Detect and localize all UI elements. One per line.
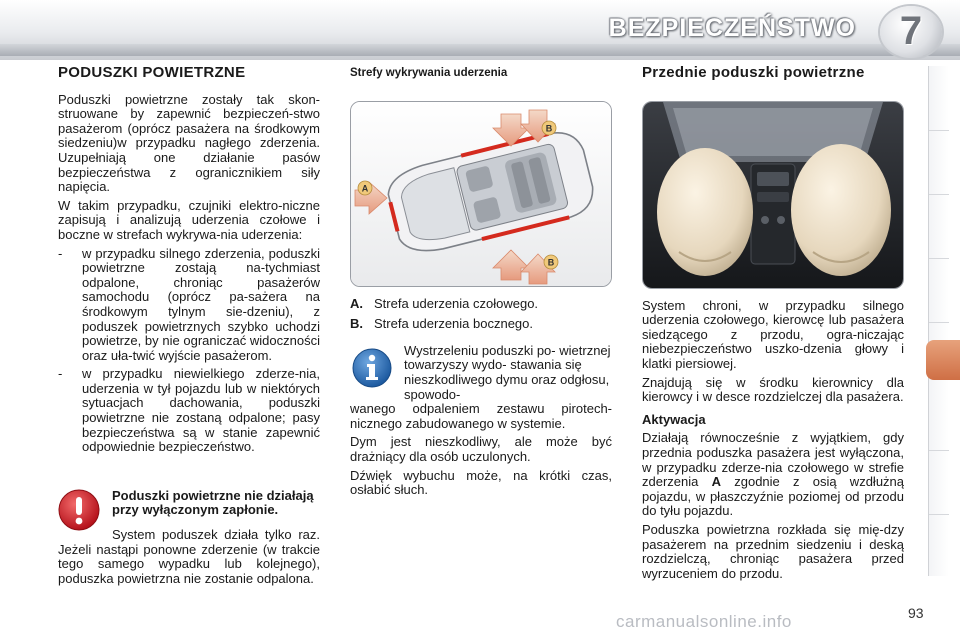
- list-item: [58, 247, 320, 364]
- chapter-tabs: [928, 66, 949, 576]
- section-title-front-airbags: Przednie poduszki powietrzne: [642, 64, 865, 81]
- warning-box: [58, 489, 320, 587]
- tab-divider: [929, 514, 949, 515]
- car-top-view-illustration: [351, 102, 611, 286]
- zone-label-b-top-marker: [542, 121, 556, 135]
- watermark: carmanualsonline.info: [616, 612, 792, 631]
- chapter-header: [0, 0, 960, 60]
- front-airbags-photo: [642, 101, 904, 289]
- tab-divider: [929, 258, 949, 259]
- info-line: dymu oraz odgłosu, spowodo-: [404, 371, 610, 402]
- warning-icon: [58, 489, 100, 531]
- info-box: [350, 344, 612, 432]
- list-item-text: w przypadku niewielkiego zderze-nia, uderzenia w tył pojazdu lub w niektórych sytuacjach dachowania, poduszki powietrzne nie zostaną odpalone; pasy bezpieczeństwa są w stanie zapewnić odpowiednie bezpieczeństwo.: [82, 366, 320, 455]
- tab-divider: [929, 130, 949, 131]
- column-airbags-intro: [58, 66, 320, 590]
- legend-item: [350, 317, 612, 332]
- chapter-badge: [880, 6, 942, 58]
- activation-paragraph: [642, 431, 904, 519]
- column-front-airbags: [642, 66, 904, 585]
- location-paragraph: Znajdują się w środku kierownicy dla kierowcy i w desce rozdzielczej dla pasażera.: [642, 374, 904, 405]
- detection-zones-title: Strefy wykrywania uderzenia: [350, 67, 508, 79]
- info-icon: [352, 348, 392, 388]
- page-number: 93: [908, 605, 924, 621]
- zone-label-b-bottom: B: [547, 257, 555, 268]
- legend-key: B.: [350, 316, 363, 332]
- tab-divider: [929, 322, 949, 323]
- info-line: wietrznej towarzyszy wydo-: [404, 342, 611, 373]
- column-detection-zones: [350, 66, 612, 502]
- list-item-text: w przypadku silnego zderzenia, poduszki powietrzne zostają na-tychmiast odpalone, chroniąc pasażerów samochodu (oprócz pa-sażera na środkowym tylnym sie-dzeniu), z poduszek powietrznych szybko uchodzi powietrze, by nie ograniczać widoczności oraz uła-twić wyjście pasażerom.: [82, 245, 320, 363]
- active-chapter-tab[interactable]: [926, 340, 960, 380]
- zone-label-b-top: B: [545, 123, 553, 134]
- chapter-title: BEZPIECZEŃSTWO: [608, 14, 856, 42]
- detection-zones-figure: [350, 101, 612, 287]
- sensors-paragraph: W takim przypadku, czujniki elektro-niczne zapisują i analizują uderzenia czołowe i boczne w strefach wykrywa-nia uderzenia:: [58, 197, 320, 242]
- deployment-paragraph: Poduszka powietrzna rozkłada się mię-dzy pasażerem na przednim siedzeniu i deską rozdzielczą, chroniąc pasażera przed wyrzuceniem do przodu.: [642, 521, 904, 581]
- zone-label-a-marker: [358, 181, 372, 195]
- tab-divider: [929, 194, 949, 195]
- info-line: stawania się nieszkodliwego: [404, 357, 582, 387]
- info-continuation: wanego odpaleniem zestawu pirotech-nicznego zabudowanego w systemie.: [350, 401, 612, 431]
- front-airbags-paragraph: System chroni, w przypadku silnego uderzenia czołowego, kierowcę lub pasażera siedzącego z przodu, ogra-niczając niebezpieczeństwo uszko-dzenia głowy i klatki piersiowej.: [642, 297, 904, 371]
- deployed-airbags-illustration: [643, 102, 903, 288]
- list-dash: -: [58, 245, 63, 261]
- legend-text: Strefa uderzenia bocznego.: [374, 316, 533, 332]
- legend-key: A.: [350, 295, 363, 311]
- header-bar: [0, 44, 960, 56]
- activation-title: Aktywacja: [642, 411, 706, 427]
- intro-paragraph: Poduszki powietrzne zostały tak skon-struowane by zapewnić bezpieczeń-stwo pasażerom (oprócz pasażera na środkowym siedzeniu)w przypadku nagłego zderzenia. Uzupełniają one działanie pasów bezpieczeństwa z ogranicznikiem siły napięcia.: [58, 91, 320, 195]
- smoke-paragraph: Dym jest nieszkodliwy, ale może być drażniący dla osób uczulonych.: [350, 434, 612, 464]
- legend-item: [350, 297, 612, 312]
- section-title-airbags: PODUSZKI POWIETRZNE: [58, 64, 246, 81]
- list-item: [58, 367, 320, 455]
- list-dash: -: [58, 366, 63, 382]
- legend-text: Strefa uderzenia czołowego.: [374, 295, 539, 311]
- activation-zone-key: A: [711, 474, 721, 490]
- info-line: Wystrzeleniu poduszki po-: [404, 342, 556, 358]
- zone-label-a: A: [361, 183, 369, 194]
- warning-text: System poduszek działa tylko raz. Jeżeli nastąpi ponowne zderzenie (w trakcie tego samego wypadku lub kolejnego), poduszka powietrzna nie zostanie odpalona.: [58, 527, 320, 586]
- warning-title: Poduszki powietrzne nie działają przy wyłączonym zapłonie.: [112, 487, 314, 518]
- activation-text-end: zgodnie z osią wzdłużną pojazdu, w płaszczyźnie poziomej od przodu do tyłu pojazdu.: [642, 474, 905, 519]
- chapter-number: 7: [899, 9, 923, 53]
- activation-text-start: Działają równocześnie z wyjątkiem, gdy przednia poduszka pasażera jest wyłączona, w przypadku zderze-nia czołowego w strefie zderzenia: [642, 430, 904, 490]
- zone-label-b-bottom-marker: [544, 255, 558, 269]
- noise-paragraph: Dźwięk wybuchu może, na krótki czas, osłabić słuch.: [350, 467, 612, 498]
- tab-divider: [929, 450, 949, 451]
